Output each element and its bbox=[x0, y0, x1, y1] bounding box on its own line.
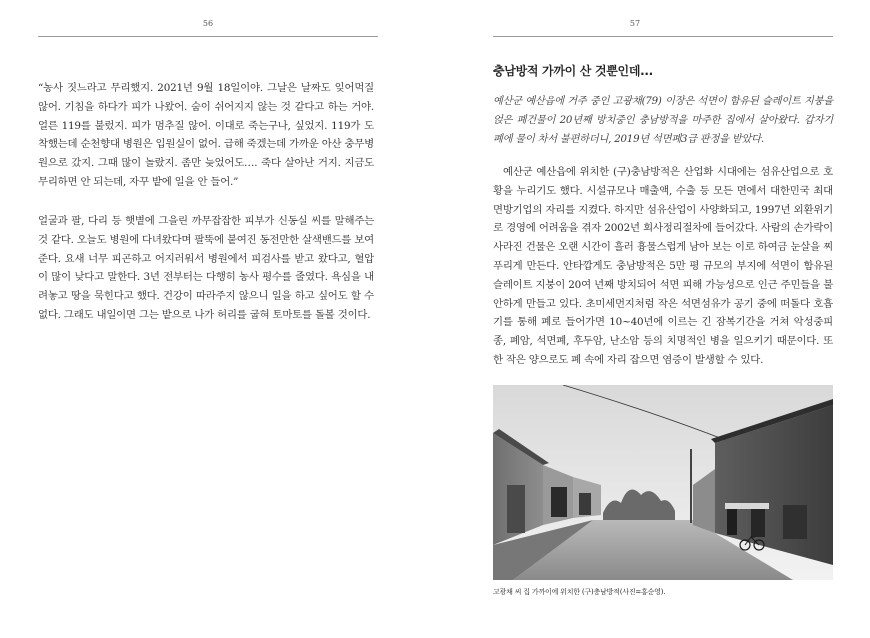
right-page bbox=[435, 0, 870, 638]
quote-paragraph: “농사 짓느라고 무리했지. 2021년 9월 18일이야. 그날은 날짜도 잊어먹질 않어. 기침을 하다가 피가 나왔어. 숨이 쉬어지지 않는 것 같다고 하는 거야. 얼른 119를 불렀지. 피가 멈추질 않어. 이대로 죽는구나, 싶었지. 119가 도착했는데 순천향대 병원은 입원실이 없어. 급해 죽겠는데 가까운 아산 충무병원으로 갔지. 그때 많이 놀랐지. 좀만 늦었어도…. 죽다 살아난 거지. 지금도 무리하면 안 되는데, 자꾸 밭에 일을 안 들어.” bbox=[38, 82, 374, 188]
photo-caption: 고광채 씨 집 가까이에 위치한 (구)충남방적(사진=홍순영). bbox=[493, 588, 666, 596]
body-paragraph: 얼굴과 팔, 다리 등 햇볕에 그을린 까무잡잡한 피부가 신동실 씨를 말해주는 것 같다. 오늘도 병원에 다녀왔다며 팔뚝에 붙여진 동전만한 살색밴드를 보여준다. 요새 너무 피곤하고 어지러워서 병원에서 피검사를 받고 왔다고, 혈압이 많이 낮다고 말한다. 3년 전부터는 다행히 농사 평수를 줄였다. 욕심을 내려놓고 땅을 묵힌다고 했다. 건강이 따라주지 않으니 일을 하고 싶어도 할 수 없다. 그래도 내일이면 그는 밭으로 나가 허리를 굽혀 토마토를 돌볼 것이다. bbox=[38, 215, 374, 321]
body-paragraph: 예산군 예산읍에 위치한 (구)충남방적은 산업화 시대에는 섬유산업으로 호황을 누리기도 했다. 시설규모나 매출액, 수출 등 모든 면에서 대한민국 최대 면방기업의 자리를 지켰다. 하지만 섬유산업이 사양화되고, 1997년 외환위기로 경영에 어려움을 겪자 2002년 회사정리절차에 들어갔다. 사람의 손가락이 사라진 건물은 오랜 시간이 흘러 흉물스럽게 남아 보는 이로 하여금 눈살을 찌푸리게 만든다. 안타깝게도 충남방적은 5만 평 규모의 부지에 석면이 함유된 슬레이트 지붕이 20여 년째 방치되어 석면 피해 가능성으로 인근 주민들을 불안하게 만들고 있다. 초미세먼지처럼 작은 석면섬유가 공기 중에 떠돌다 호흡기를 통해 폐로 들어가면 10~40년에 이르는 긴 잠복기간을 거쳐 악성중피종, 폐암, 석면폐, 후두암, 난소암 등의 치명적인 병을 일으키기 때문이다. 또한 작은 양으로도 폐 속에 자리 잡으면 염증이 발생할 수 있다. bbox=[493, 166, 833, 366]
page-number-left: 56 bbox=[202, 19, 214, 28]
section-title: 충남방적 가까이 산 것뿐인데... bbox=[493, 64, 653, 78]
page-number-right: 57 bbox=[629, 19, 641, 28]
lead-paragraph: 예산군 예산읍에 거주 중인 고광채(79) 이장은 석면이 함유된 슬레이트 지붕을 얹은 폐건물이 20년째 방치중인 충남방적을 마주한 집에서 살아왔다. 갑자기 폐에 물이 차서 불편하더니, 2019년 석면폐3급 판정을 받았다. bbox=[493, 96, 833, 145]
header-rule-right bbox=[493, 36, 833, 37]
header-rule-left bbox=[38, 36, 378, 37]
factory-photo bbox=[493, 385, 833, 580]
